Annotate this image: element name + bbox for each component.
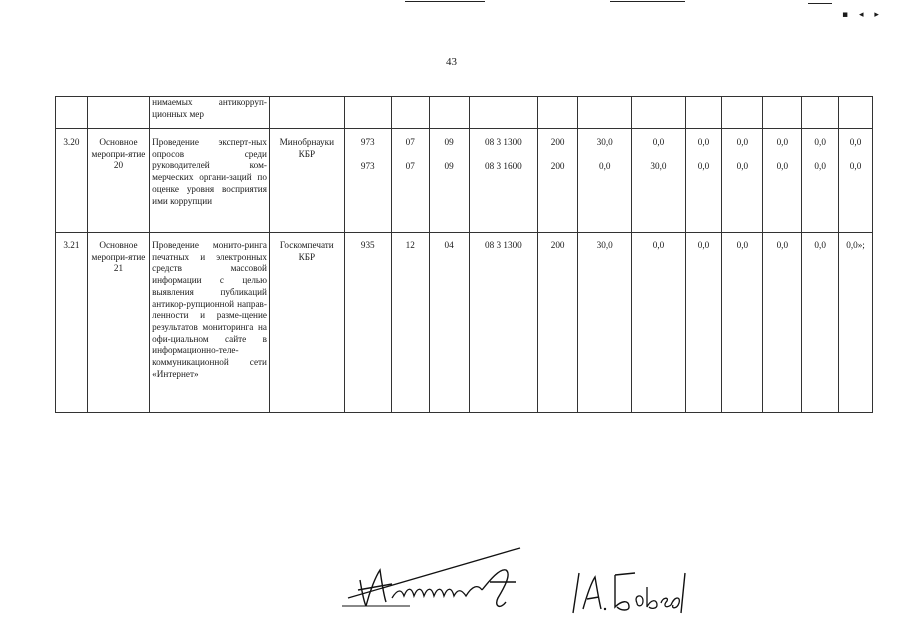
value: 0,0 (814, 160, 826, 171)
value: 0,0 (736, 160, 749, 171)
value-cell (632, 97, 685, 129)
value-cell: 0,0»; (839, 233, 873, 413)
pr-value: 09 (444, 137, 454, 147)
pr-cell: 04 (429, 233, 469, 413)
page-number: 43 (446, 56, 457, 68)
value: 30,0 (650, 160, 667, 171)
rz-cell: 12 (391, 233, 429, 413)
vr-value: 200 (550, 160, 565, 171)
value: 0,0 (697, 137, 710, 147)
value-cell (763, 129, 802, 233)
rz-cell (391, 129, 429, 233)
value: 0,0 (598, 160, 611, 171)
csr-value: 08 3 1300 (485, 137, 522, 147)
value-cell: 0,0 (632, 233, 685, 413)
value: 0,0 (849, 160, 862, 171)
value-cell (802, 97, 839, 129)
grbs-cell: 935 (344, 233, 391, 413)
row-number: 3.20 (56, 129, 88, 233)
table-row (56, 129, 873, 233)
rz-cell (391, 97, 429, 129)
value-cell (802, 129, 839, 233)
value: 0,0 (697, 160, 710, 171)
measure-name (87, 97, 149, 129)
value: 0,0 (849, 137, 862, 147)
value-cell (632, 129, 685, 233)
vr-cell: 200 (538, 233, 578, 413)
signature-name (565, 565, 695, 620)
scan-artifact-line (808, 3, 832, 4)
value: 0,0 (652, 137, 665, 147)
grbs-value: 973 (360, 137, 375, 147)
pr-cell (429, 129, 469, 233)
value-cell (763, 97, 802, 129)
value-cell (722, 129, 763, 233)
scan-artifact-line (610, 1, 685, 2)
measure-description: нимаемых антикорруп-ционных мер (150, 97, 270, 129)
value: 0,0 (814, 137, 826, 147)
value-cell (839, 129, 873, 233)
value: 30,0 (596, 137, 613, 147)
vr-cell (538, 129, 578, 233)
csr-cell (469, 97, 538, 129)
grbs-value: 973 (360, 160, 375, 171)
scan-marks: ▪ ◂ ▸ (842, 10, 883, 20)
value-cell (578, 129, 632, 233)
measure-description: Проведение монито-ринга печатных и электронных средств массовой информации с целью выявления публикаций антикор-рупционной направ-ленности и разме-щение результатов мониторинга на офи-циальном сайте в информационно-теле-коммуникационной сети «Интернет» (150, 233, 270, 413)
rz-value: 07 (405, 160, 415, 171)
grbs-cell (344, 97, 391, 129)
value-cell (685, 129, 722, 233)
value-cell (722, 97, 763, 129)
scan-artifact-line (405, 1, 485, 2)
row-number: 3.21 (56, 233, 88, 413)
value: 0,0 (776, 137, 789, 147)
value-cell: 0,0 (763, 233, 802, 413)
measure-description: Проведение эксперт-ных опросов среди руководителей ком-мерческих органи-заций по оценке уровня восприятия ими коррупции (150, 129, 270, 233)
measure-name: Основное меропри-ятие 21 (87, 233, 149, 413)
vr-value: 200 (550, 137, 565, 147)
table-row (56, 97, 873, 129)
executor: Минобрнауки КБР (269, 129, 344, 233)
grbs-cell (344, 129, 391, 233)
row-number (56, 97, 88, 129)
pr-value: 09 (444, 160, 454, 171)
executor (269, 97, 344, 129)
measure-name: Основное меропри-ятие 20 (87, 129, 149, 233)
value-cell: 0,0 (802, 233, 839, 413)
table-row (56, 233, 873, 413)
vr-cell (538, 97, 578, 129)
value: 0,0 (736, 137, 749, 147)
value-cell: 0,0 (685, 233, 722, 413)
csr-cell: 08 3 1300 (469, 233, 538, 413)
pr-cell (429, 97, 469, 129)
budget-table (55, 96, 873, 413)
csr-cell (469, 129, 538, 233)
executor: Госкомпечати КБР (269, 233, 344, 413)
value-cell: 30,0 (578, 233, 632, 413)
csr-value: 08 3 1600 (485, 160, 522, 171)
rz-value: 07 (405, 137, 415, 147)
handwritten-signature (340, 540, 555, 620)
value-cell (578, 97, 632, 129)
value-cell: 0,0 (722, 233, 763, 413)
value: 0,0 (776, 160, 789, 171)
value-cell (839, 97, 873, 129)
value-cell (685, 97, 722, 129)
